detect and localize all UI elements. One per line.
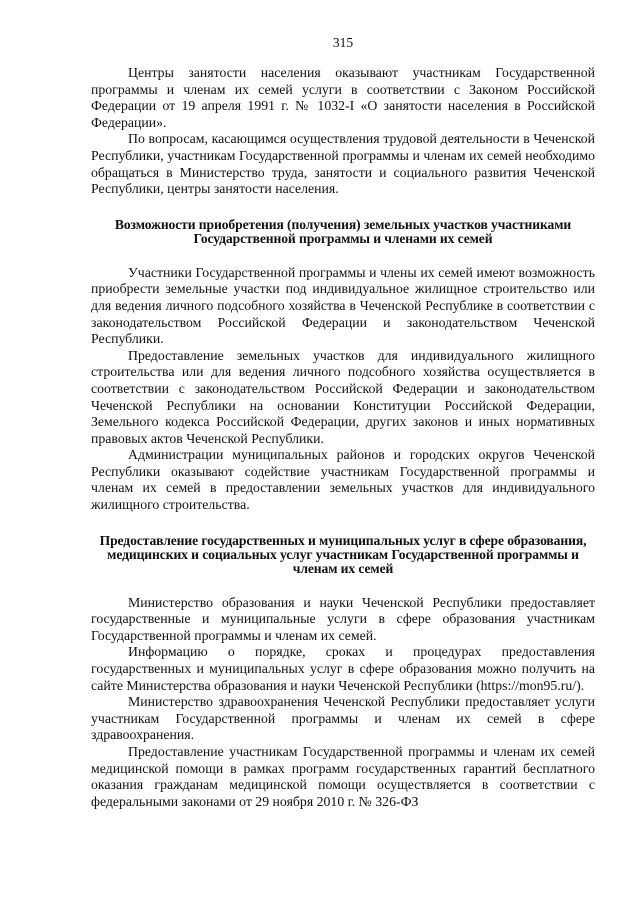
paragraph-medical-care: Предоставление участникам Государственной программы и членам их семей медицинской помощи в рамках программ государственных гарантий бесплатного оказания гражданам медицинской помощи осуществляется в соответствии с федеральными законами от 29 ноября 2010 г. № 326-ФЗ [91,744,595,809]
document-page [91,34,595,810]
heading-public-services: Предоставление государственных и муниципальных услуг в сфере образования, медицинских и социальных услуг участникам Государственной программы и членам их семей [99,532,587,576]
page-number: 315 [332,35,354,50]
paragraph-municipal-assistance: Администрации муниципальных районов и городских округов Чеченской Республики оказывают содействие участникам Государственной программы и членам их семей в предоставлении земельных участков для индивидуального жилищного строительства. [91,447,595,513]
paragraph-land-opportunity: Участники Государственной программы и члены их семей имеют возможность приобрести земельные участки под индивидуальное жилищное строительство или для ведения личного подсобного хозяйства в Чеченской Республике в соответствии с законодательством Российской Федерации и законодательством Чеченской Республики. [91,264,595,347]
paragraph-education-info: Информацию о порядке, сроках и процедурах предоставления государственных и муниципальных услуг в сфере образования можно получить на сайте Министерства образования и науки Чеченской Республики (https://mon95.ru/). [91,644,595,693]
paragraph-education-ministry: Министерство образования и науки Чеченской Республики предоставляет государственные и муниципальные услуги в сфере образования участникам Государственной программы и членам их семей. [91,594,595,643]
heading-land-plots: Возможности приобретения (получения) земельных участков участниками Государственной программы и членами их семей [114,216,572,246]
paragraph-land-provision: Предоставление земельных участков для индивидуального жилищного строительства или для ведения личного подсобного хозяйства осуществляется в соответствии с законодательством Российской Федерации и законодательством Чеченской Республики на основании Конституции Российской Федерации, Земельного кодекса Российской Федерации, других законов и иных нормативных правовых актов Чеченской Республики. [91,347,595,446]
paragraph-employment-centers: Центры занятости населения оказывают участникам Государственной программы и членам их семей услуги в соответствии с Законом Российской Федерации от 19 апреля 1991 г. № 1032-I «О занятости населения в Российской Федерации». [91,65,595,130]
paragraph-labor-questions: По вопросам, касающимся осуществления трудовой деятельности в Чеченской Республики, участникам Государственной программы и членам их семей необходимо обращаться в Министерство труда, занятости и социального развития Чеченской Республики, центры занятости населения. [91,131,595,197]
paragraph-health-ministry: Министерство здравоохранения Чеченской Республики предоставляет услуги участникам Государственной программы и членам их семей в сфере здравоохранения. [91,694,595,743]
